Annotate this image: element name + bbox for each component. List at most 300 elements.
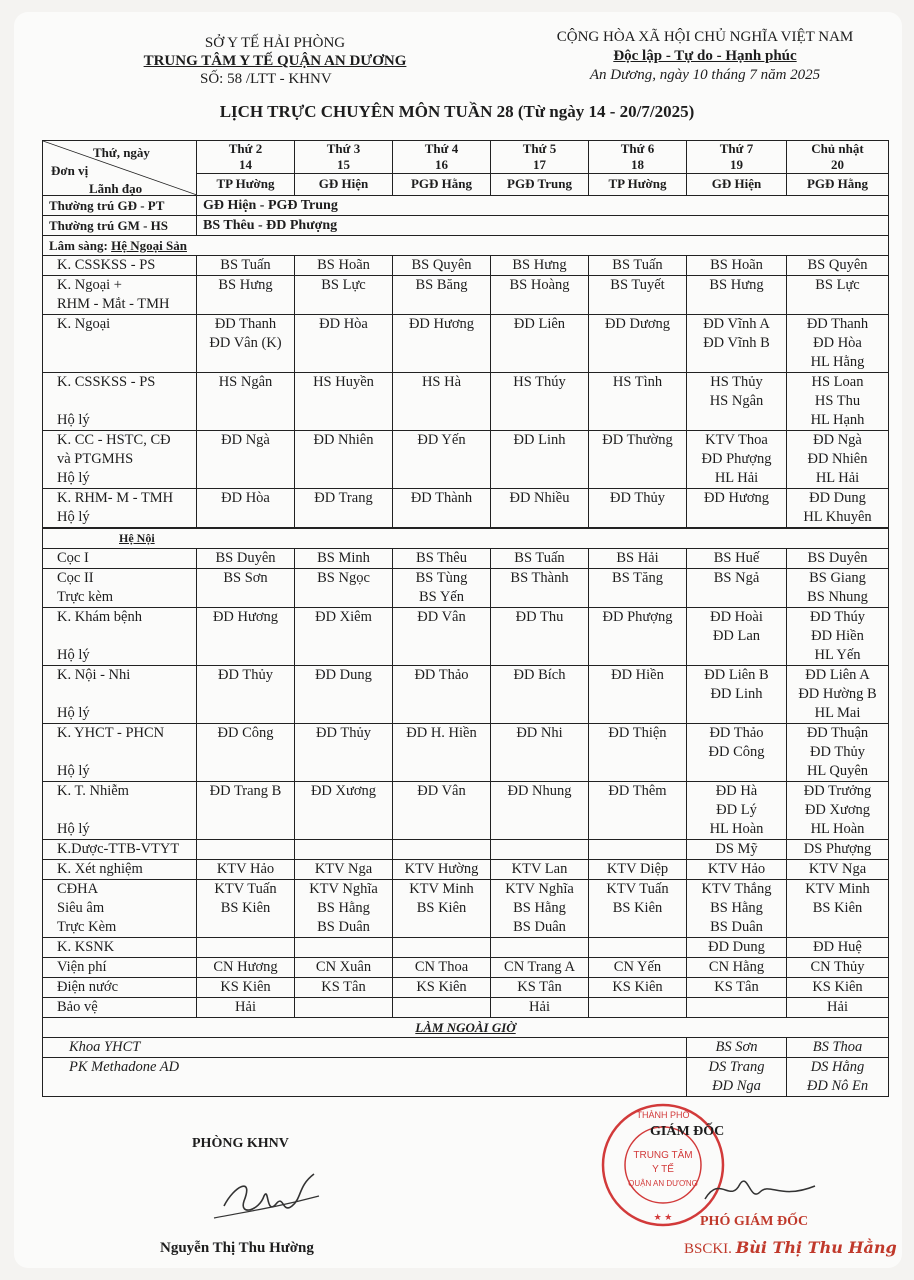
duty-person: Hải — [529, 999, 550, 1015]
unit-label-line: K. T. Nhiễm — [57, 783, 129, 799]
duty-cell — [197, 256, 295, 276]
agency-name: TRUNG TÂM Y TẾ QUẬN AN DƯƠNG — [143, 53, 407, 69]
day-header-5 — [589, 141, 687, 196]
duty-person: BS Hằng — [710, 900, 763, 916]
duty-person: ĐD Liên — [513, 316, 566, 332]
duty-person — [493, 840, 586, 859]
duty-person: HS Thủy — [710, 374, 763, 390]
section-row — [43, 236, 889, 256]
duty-person — [395, 998, 488, 1017]
duty-cell — [393, 666, 491, 724]
duty-person: KTV Diệp — [606, 861, 669, 877]
duty-person: KS Kiên — [612, 979, 663, 995]
duty-person: ĐD Liên A — [805, 667, 870, 683]
unit-label-line — [57, 801, 194, 820]
duty-cell — [295, 978, 393, 998]
deputy-director-title: PHÓ GIÁM ĐỐC — [700, 1214, 809, 1229]
duty-cell — [197, 608, 295, 666]
national-motto: Độc lập - Tự do - Hạnh phúc — [613, 48, 797, 64]
duty-person: ĐD Hiền — [811, 628, 864, 644]
duty-person: ĐD Hòa — [319, 316, 368, 332]
duty-person — [395, 938, 488, 957]
duty-cell — [491, 724, 589, 782]
duty-row — [43, 880, 889, 938]
duty-person: KS Kiên — [220, 979, 271, 995]
duty-cell — [393, 978, 491, 998]
duty-cell — [393, 860, 491, 880]
duty-cell — [787, 549, 889, 569]
unit-label-line — [57, 685, 194, 704]
duty-cell — [687, 276, 787, 315]
day-date: 17 — [533, 157, 546, 172]
unit-label — [43, 938, 197, 958]
duty-cell — [393, 998, 491, 1018]
duty-person — [493, 938, 586, 957]
duty-person: ĐD Vĩnh B — [703, 335, 770, 351]
duty-person: ĐD Nhiên — [313, 432, 374, 448]
duty-cell — [295, 549, 393, 569]
duty-row — [43, 958, 889, 978]
left-signer-title: PHÒNG KHNV — [192, 1136, 289, 1151]
duty-cell — [491, 782, 589, 840]
duty-person: BS Duyên — [807, 550, 868, 566]
duty-person: BS Hoãn — [710, 257, 763, 273]
duty-person: HL Hoàn — [810, 821, 865, 837]
duty-person: ĐD Hà — [715, 783, 758, 799]
document-title: LỊCH TRỰC CHUYÊN MÔN TUẦN 28 (Từ ngày 14 - 20/7/2025) — [219, 102, 695, 121]
duty-person: KS Kiên — [416, 979, 467, 995]
day-header-2 — [295, 141, 393, 196]
duty-cell — [491, 840, 589, 860]
unit-label-line: RHM - Mắt - TMH — [57, 296, 170, 312]
overtime-sat-cell — [687, 1058, 787, 1097]
duty-person — [297, 938, 390, 957]
duty-person: ĐD Hoài — [710, 609, 763, 625]
duty-cell — [197, 880, 295, 938]
duty-person: KTV Hảo — [216, 861, 275, 877]
duty-person: BS Tuấn — [220, 257, 271, 273]
day-leader: GĐ Hiện — [295, 173, 392, 193]
duty-cell — [787, 569, 889, 608]
day-date: 14 — [239, 157, 252, 172]
duty-cell — [687, 880, 787, 938]
day-name: Thứ 3 — [326, 141, 361, 156]
duty-person: ĐD Yến — [417, 432, 466, 448]
left-signer-name: Nguyễn Thị Thu Hường — [160, 1240, 314, 1256]
unit-label-line: K. KSNK — [57, 939, 115, 955]
day-date: 20 — [831, 157, 844, 172]
duty-person: KTV Hường — [404, 861, 479, 877]
duty-person: ĐD Dung — [809, 490, 866, 506]
duty-cell — [491, 998, 589, 1018]
duty-person: ĐD Nhiên — [807, 451, 868, 467]
day-name: Thứ 7 — [719, 141, 754, 156]
overtime-person: DS Trang — [708, 1059, 765, 1075]
overtime-row — [43, 1038, 889, 1058]
duty-cell — [491, 608, 589, 666]
duty-person — [297, 840, 390, 859]
standing-value: GĐ Hiện - PGĐ Trung — [197, 196, 889, 216]
duty-cell — [295, 489, 393, 529]
duty-person: HS Loan — [811, 374, 864, 390]
duty-cell — [295, 608, 393, 666]
duty-cell — [491, 666, 589, 724]
duty-person: ĐD Vân — [417, 609, 466, 625]
unit-label-line: K. Xét nghiệm — [57, 861, 143, 877]
duty-cell — [197, 373, 295, 431]
day-header-6 — [687, 141, 787, 196]
unit-label-line — [57, 627, 194, 646]
duty-person: Hải — [235, 999, 256, 1015]
corner-cell — [43, 141, 197, 196]
unit-label — [43, 315, 197, 373]
duty-row — [43, 724, 889, 782]
unit-label-line: Bảo vệ — [57, 999, 98, 1015]
duty-row — [43, 549, 889, 569]
duty-person: ĐD Trang — [314, 490, 373, 506]
duty-cell — [787, 782, 889, 840]
duty-cell — [491, 860, 589, 880]
duty-person: ĐD Phượng — [701, 451, 772, 467]
duty-cell — [589, 978, 687, 998]
duty-person: ĐD Công — [708, 744, 765, 760]
duty-person: KTV Hảo — [707, 861, 766, 877]
deputy-director-name — [684, 1238, 897, 1258]
duty-cell — [687, 860, 787, 880]
duty-row — [43, 666, 889, 724]
document-number: SỐ: 58 /LTT - KHNV — [200, 71, 332, 87]
duty-person: ĐD H. Hiền — [406, 725, 477, 741]
duty-person: ĐD Thủy — [610, 490, 665, 506]
overtime-sat-cell — [687, 1038, 787, 1058]
duty-person: BS Sơn — [223, 570, 268, 586]
duty-cell — [589, 276, 687, 315]
duty-cell — [393, 276, 491, 315]
duty-person: KTV Minh — [409, 881, 474, 897]
duty-cell — [687, 256, 787, 276]
duty-cell — [491, 978, 589, 998]
duty-row — [43, 860, 889, 880]
name-signature: Bùi Thị Thu Hằng — [735, 1238, 897, 1257]
duty-person: HL Khuyên — [803, 509, 872, 525]
unit-label-line: Hộ lý — [57, 763, 90, 779]
duty-row — [43, 256, 889, 276]
day-header-3 — [393, 141, 491, 196]
unit-label-line: Hộ lý — [57, 412, 90, 428]
duty-person: KTV Lan — [511, 861, 568, 877]
duty-person: HS Huyền — [313, 374, 374, 390]
unit-label — [43, 860, 197, 880]
duty-cell — [687, 569, 787, 608]
duty-person: ĐD Thảo — [414, 667, 469, 683]
day-leader: TP Hường — [589, 173, 686, 193]
duty-cell — [787, 608, 889, 666]
unit-label-line: CĐHA — [57, 881, 99, 897]
overtime-person: BS Sơn — [715, 1039, 758, 1055]
duty-cell — [197, 569, 295, 608]
duty-cell — [787, 880, 889, 938]
unit-label-line — [57, 743, 194, 762]
day-date: 19 — [730, 157, 743, 172]
duty-cell — [687, 549, 787, 569]
duty-person: ĐD Thủy — [218, 667, 273, 683]
duty-person: KTV Nghĩa — [309, 881, 378, 897]
duty-person: BS Kiên — [416, 900, 467, 916]
duty-person: KTV Minh — [805, 881, 870, 897]
duty-cell — [589, 880, 687, 938]
duty-cell — [491, 431, 589, 489]
duty-person — [591, 840, 684, 859]
duty-person: ĐD Thêm — [608, 783, 667, 799]
overtime-unit: PK Methadone AD — [43, 1058, 687, 1097]
standing-value: BS Thêu - ĐD Phượng — [197, 216, 889, 236]
duty-person: KTV Thắng — [701, 881, 772, 897]
duty-person: BS Ngọc — [317, 570, 370, 586]
unit-label-line: K. Ngoại — [57, 316, 111, 332]
duty-cell — [491, 276, 589, 315]
duty-person: BS Kiên — [812, 900, 863, 916]
duty-cell — [491, 256, 589, 276]
duty-cell — [491, 880, 589, 938]
duty-cell — [687, 489, 787, 529]
duty-cell — [197, 998, 295, 1018]
duty-person: KS Tân — [517, 979, 562, 995]
duty-person: BS Hằng — [317, 900, 370, 916]
duty-person: BS Hằng — [513, 900, 566, 916]
unit-label-line: K. Ngoại + — [57, 277, 122, 293]
duty-person: BS Hưng — [218, 277, 273, 293]
duty-cell — [687, 978, 787, 998]
day-leader: PGĐ Hằng — [393, 173, 490, 193]
duty-cell — [295, 666, 393, 724]
duty-cell — [295, 840, 393, 860]
duty-cell — [589, 998, 687, 1018]
day-header-7 — [787, 141, 889, 196]
duty-cell — [589, 431, 687, 489]
duty-cell — [295, 569, 393, 608]
duty-cell — [589, 489, 687, 529]
duty-cell — [393, 880, 491, 938]
duty-cell — [687, 938, 787, 958]
duty-cell — [589, 860, 687, 880]
duty-person: ĐD Xương — [804, 802, 871, 818]
handwritten-signature-right — [700, 1164, 820, 1214]
unit-label-line: Trực Kèm — [57, 919, 117, 935]
duty-cell — [197, 958, 295, 978]
duty-person: KS Tân — [321, 979, 366, 995]
duty-person: ĐD Lý — [716, 802, 757, 818]
duty-cell — [787, 276, 889, 315]
duty-cell — [491, 315, 589, 373]
duty-person: HL Hằng — [810, 354, 865, 370]
duty-cell — [687, 608, 787, 666]
day-name: Thứ 5 — [522, 141, 557, 156]
duty-person: BS Thêu — [416, 550, 467, 566]
duty-person: CN Thủy — [810, 959, 865, 975]
duty-person: ĐD Thủy — [316, 725, 371, 741]
unit-label-line: Cọc II — [57, 570, 94, 586]
duty-person — [689, 998, 784, 1017]
unit-label — [43, 489, 197, 529]
day-date: 18 — [631, 157, 644, 172]
standing-row — [43, 216, 889, 236]
duty-cell — [787, 373, 889, 431]
duty-cell — [295, 782, 393, 840]
duty-cell — [589, 315, 687, 373]
duty-person: ĐD Vân — [417, 783, 466, 799]
duty-person: ĐD Dung — [708, 939, 765, 955]
duty-cell — [589, 938, 687, 958]
duty-person: BS Yến — [419, 589, 464, 605]
duty-cell — [787, 489, 889, 529]
duty-person: HL Hạnh — [810, 412, 865, 428]
duty-person: ĐD Thảo — [709, 725, 764, 741]
unit-label-line: Hộ lý — [57, 470, 90, 486]
agency-header — [130, 34, 420, 88]
duty-cell — [295, 880, 393, 938]
unit-label-line: Siêu âm — [57, 900, 105, 916]
duty-person: HL Hải — [714, 470, 759, 486]
duty-person: KTV Tuấn — [214, 881, 277, 897]
unit-label-line: Hộ lý — [57, 821, 90, 837]
duty-cell — [787, 256, 889, 276]
duty-row — [43, 276, 889, 315]
duty-cell — [787, 666, 889, 724]
duty-person: ĐD Xiêm — [315, 609, 372, 625]
name-prefix: BSCKI. — [684, 1241, 732, 1257]
standing-label: Thường trú GM - HS — [43, 216, 197, 236]
duty-person: DS Phượng — [803, 841, 872, 857]
duty-person — [199, 840, 292, 859]
duty-person: BS Kiên — [612, 900, 663, 916]
overtime-sun-cell — [787, 1058, 889, 1097]
duty-person: BS Hưng — [512, 257, 567, 273]
duty-person: BS Ngả — [713, 570, 760, 586]
overtime-person: DS Hằng — [810, 1059, 865, 1075]
unit-label-line: K. RHM- M - TMH — [57, 490, 174, 506]
duty-person: BS Duyên — [215, 550, 276, 566]
duty-cell — [197, 276, 295, 315]
section-name: Hệ Ngoại Sản — [111, 238, 187, 253]
duty-person: ĐD Nhung — [507, 783, 572, 799]
duty-cell — [491, 958, 589, 978]
duty-cell — [197, 860, 295, 880]
duty-person: HS Thúy — [513, 374, 566, 390]
day-name: Thứ 4 — [424, 141, 459, 156]
duty-cell — [393, 569, 491, 608]
duty-person: ĐD Thủy — [810, 744, 865, 760]
duty-cell — [687, 724, 787, 782]
svg-text:QUẬN AN DƯƠNG: QUẬN AN DƯƠNG — [628, 1179, 698, 1188]
duty-row — [43, 569, 889, 608]
day-header-1 — [197, 141, 295, 196]
duty-person: ĐD Dung — [315, 667, 372, 683]
duty-person — [395, 840, 488, 859]
unit-label — [43, 880, 197, 938]
duty-cell — [393, 782, 491, 840]
duty-cell — [393, 256, 491, 276]
duty-cell — [687, 431, 787, 489]
duty-person: HL Yến — [814, 647, 861, 663]
duty-person: ĐD Huệ — [813, 939, 862, 955]
duty-cell — [197, 666, 295, 724]
duty-person: BS Tuấn — [612, 257, 663, 273]
unit-label — [43, 978, 197, 998]
duty-person: BS Hoãn — [317, 257, 370, 273]
duty-cell — [589, 569, 687, 608]
duty-cell — [589, 724, 687, 782]
duty-person: ĐD Vĩnh A — [703, 316, 770, 332]
corner-bottom-label: Lãnh đạo — [89, 181, 143, 196]
duty-person: ĐD Thu — [515, 609, 564, 625]
day-leader: PGĐ Hằng — [787, 173, 888, 193]
duty-cell — [197, 315, 295, 373]
duty-cell — [491, 569, 589, 608]
duty-cell — [295, 431, 393, 489]
duty-cell — [787, 938, 889, 958]
duty-cell — [589, 782, 687, 840]
duty-person: ĐD Nhiều — [509, 490, 570, 506]
duty-person: BS Giang — [809, 570, 866, 586]
duty-person: ĐD Thúy — [810, 609, 865, 625]
duty-cell — [687, 782, 787, 840]
day-date: 15 — [337, 157, 350, 172]
duty-row — [43, 373, 889, 431]
duty-person: HS Thu — [814, 393, 861, 409]
duty-cell — [589, 549, 687, 569]
duty-cell — [787, 998, 889, 1018]
duty-person: BS Băng — [415, 277, 468, 293]
duty-person: HL Hải — [815, 470, 860, 486]
duty-person: BS Hoàng — [509, 277, 570, 293]
duty-person: ĐD Hòa — [813, 335, 862, 351]
duty-person: HL Mai — [814, 705, 861, 721]
duty-person: ĐD Công — [217, 725, 274, 741]
duty-person: ĐD Thành — [410, 490, 473, 506]
duty-person: BS Quyên — [411, 257, 472, 273]
day-name: Thứ 2 — [228, 141, 263, 156]
unit-label — [43, 569, 197, 608]
unit-label-line: Hộ lý — [57, 509, 90, 525]
handwritten-signature-left — [204, 1156, 324, 1236]
duty-cell — [491, 938, 589, 958]
country-name: CỘNG HÒA XÃ HỘI CHỦ NGHĨA VIỆT NAM — [556, 29, 854, 45]
header-row — [43, 141, 889, 196]
duty-person: CN Yến — [613, 959, 662, 975]
overtime-title: LÀM NGOÀI GIỜ — [43, 1018, 889, 1038]
duty-person: BS Duân — [710, 919, 763, 935]
standing-label: Thường trú GĐ - PT — [43, 196, 197, 216]
duty-cell — [589, 840, 687, 860]
duty-cell — [687, 958, 787, 978]
duty-person: BS Hưng — [709, 277, 764, 293]
unit-label-line: K. CSSKSS - PS — [57, 374, 156, 390]
duty-cell — [393, 489, 491, 529]
duty-row — [43, 938, 889, 958]
day-header-4 — [491, 141, 589, 196]
duty-person: BS Huế — [713, 550, 760, 566]
unit-label-line: K. CSSKSS - PS — [57, 257, 156, 273]
national-header — [520, 28, 890, 85]
duty-person: HS Ngân — [709, 393, 764, 409]
duty-person: BS Minh — [317, 550, 370, 566]
section-header-surgery — [43, 236, 889, 256]
duty-cell — [491, 489, 589, 529]
duty-cell — [687, 315, 787, 373]
duty-cell — [787, 431, 889, 489]
duty-cell — [295, 256, 393, 276]
duty-person: ĐD Hiền — [611, 667, 664, 683]
